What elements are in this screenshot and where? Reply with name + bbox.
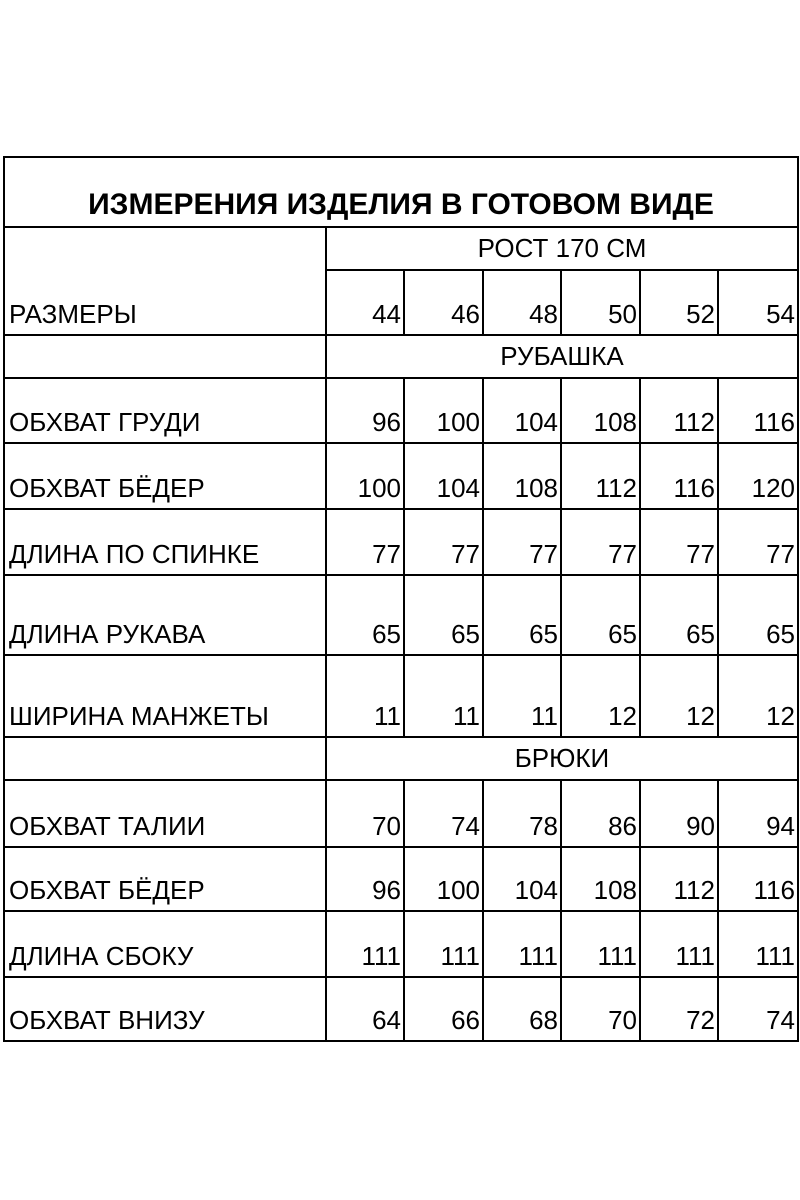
measurement-value: 11 — [326, 655, 404, 737]
measurement-value: 77 — [326, 509, 404, 575]
measurement-value: 77 — [640, 509, 718, 575]
measurement-value: 65 — [640, 575, 718, 655]
measurement-label: ДЛИНА РУКАВА — [4, 575, 326, 655]
size-cell: 52 — [640, 270, 718, 335]
measurement-label: ДЛИНА СБОКУ — [4, 911, 326, 977]
table-row — [4, 655, 798, 737]
measurement-value: 100 — [404, 847, 483, 911]
measurement-value: 100 — [326, 443, 404, 509]
measurement-value: 65 — [718, 575, 798, 655]
section-title: БРЮКИ — [326, 737, 798, 780]
measurement-value: 108 — [561, 847, 640, 911]
measurement-value: 70 — [561, 977, 640, 1041]
measurement-value: 68 — [483, 977, 561, 1041]
measurement-value: 111 — [640, 911, 718, 977]
section-header-row — [4, 335, 798, 378]
measurement-value: 116 — [718, 378, 798, 443]
measurement-value: 112 — [640, 378, 718, 443]
size-cell: 50 — [561, 270, 640, 335]
measurement-label: ОБХВАТ ГРУДИ — [4, 378, 326, 443]
measurement-value: 74 — [404, 780, 483, 847]
table-row — [4, 847, 798, 911]
measurement-value: 77 — [561, 509, 640, 575]
measurement-value: 104 — [483, 378, 561, 443]
measurement-label: ОБХВАТ ВНИЗУ — [4, 977, 326, 1041]
measurement-value: 11 — [483, 655, 561, 737]
measurement-value: 12 — [561, 655, 640, 737]
measurement-value: 111 — [561, 911, 640, 977]
measurement-label: ОБХВАТ БЁДЕР — [4, 847, 326, 911]
table-row — [4, 977, 798, 1041]
measurement-value: 12 — [640, 655, 718, 737]
size-cell: 54 — [718, 270, 798, 335]
measurement-value: 90 — [640, 780, 718, 847]
measurement-label: ШИРИНА МАНЖЕТЫ — [4, 655, 326, 737]
table-row — [4, 443, 798, 509]
size-cell: 44 — [326, 270, 404, 335]
table-row — [4, 378, 798, 443]
table-row — [4, 780, 798, 847]
table-title: ИЗМЕРЕНИЯ ИЗДЕЛИЯ В ГОТОВОМ ВИДЕ — [4, 157, 798, 227]
measurement-value: 111 — [404, 911, 483, 977]
measurement-value: 100 — [404, 378, 483, 443]
measurement-value: 108 — [561, 378, 640, 443]
measurement-value: 72 — [640, 977, 718, 1041]
measurement-value: 66 — [404, 977, 483, 1041]
measurement-value: 77 — [404, 509, 483, 575]
measurement-value: 65 — [483, 575, 561, 655]
measurement-value: 11 — [404, 655, 483, 737]
measurement-value: 74 — [718, 977, 798, 1041]
measurement-value: 70 — [326, 780, 404, 847]
measurement-value: 77 — [718, 509, 798, 575]
measurement-value: 111 — [718, 911, 798, 977]
measurement-value: 112 — [561, 443, 640, 509]
measurement-value: 104 — [483, 847, 561, 911]
table-row — [4, 575, 798, 655]
size-cell: 46 — [404, 270, 483, 335]
measurement-label: ОБХВАТ ТАЛИИ — [4, 780, 326, 847]
height-header: РОСТ 170 СМ — [326, 227, 798, 270]
measurement-value: 116 — [718, 847, 798, 911]
section-blank-cell — [4, 737, 326, 780]
measurement-value: 65 — [561, 575, 640, 655]
measurement-value: 111 — [483, 911, 561, 977]
sizes-label: РАЗМЕРЫ — [4, 227, 326, 335]
measurement-value: 112 — [640, 847, 718, 911]
table-row — [4, 509, 798, 575]
measurement-value: 96 — [326, 378, 404, 443]
size-cell: 48 — [483, 270, 561, 335]
measurement-label: ОБХВАТ БЁДЕР — [4, 443, 326, 509]
measurement-value: 64 — [326, 977, 404, 1041]
measurement-value: 120 — [718, 443, 798, 509]
measurement-value: 111 — [326, 911, 404, 977]
section-header-row — [4, 737, 798, 780]
measurement-value: 94 — [718, 780, 798, 847]
measurement-label: ДЛИНА ПО СПИНКЕ — [4, 509, 326, 575]
measurement-value: 116 — [640, 443, 718, 509]
measurement-value: 86 — [561, 780, 640, 847]
section-title: РУБАШКА — [326, 335, 798, 378]
measurement-value: 96 — [326, 847, 404, 911]
section-blank-cell — [4, 335, 326, 378]
measurement-value: 78 — [483, 780, 561, 847]
measurement-value: 108 — [483, 443, 561, 509]
measurement-value: 77 — [483, 509, 561, 575]
measurement-value: 65 — [404, 575, 483, 655]
size-chart-table — [3, 156, 799, 1042]
measurement-value: 104 — [404, 443, 483, 509]
measurement-value: 12 — [718, 655, 798, 737]
measurement-value: 65 — [326, 575, 404, 655]
table-row — [4, 911, 798, 977]
